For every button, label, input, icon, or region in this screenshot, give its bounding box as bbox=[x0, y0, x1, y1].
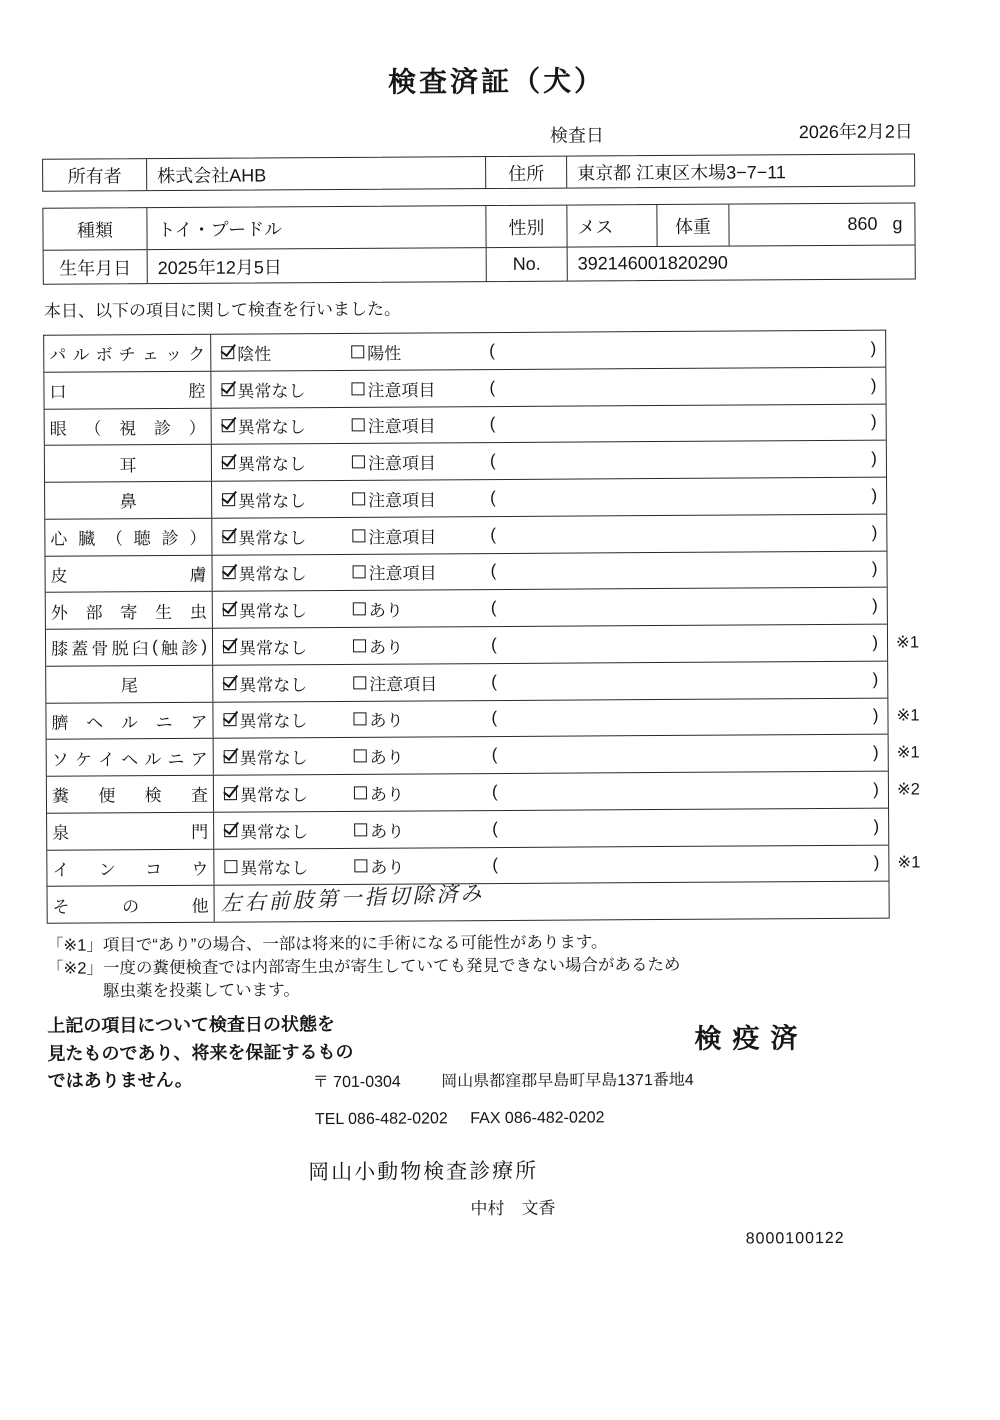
paren-open: ( bbox=[490, 524, 497, 544]
no-value: 392146001820290 bbox=[567, 245, 915, 280]
owner-row bbox=[43, 154, 914, 190]
clinic-address: 岡山県都窪郡早島町早島1371番地4 bbox=[441, 1071, 694, 1091]
paren-close: ) bbox=[871, 485, 878, 505]
item-label: 泉 門 bbox=[47, 812, 214, 849]
item-label: 口 腔 bbox=[44, 372, 211, 409]
paren-close: ) bbox=[872, 669, 879, 689]
serial-number: 8000100122 bbox=[745, 1229, 845, 1248]
option1 bbox=[223, 634, 307, 660]
option1-label: 陰性 bbox=[237, 344, 272, 364]
item-options bbox=[212, 551, 886, 591]
clinic-phone-line bbox=[315, 1109, 605, 1129]
address-label: 住所 bbox=[485, 157, 566, 188]
inspection-row bbox=[46, 625, 920, 667]
option2-label: あり bbox=[370, 858, 405, 878]
option1 bbox=[222, 450, 306, 476]
checkbox-icon bbox=[353, 566, 366, 579]
item-label: 皮 膚 bbox=[45, 555, 212, 592]
checkbox-icon bbox=[353, 713, 366, 726]
checkbox-icon bbox=[224, 787, 237, 800]
item-options bbox=[212, 478, 886, 518]
item-options bbox=[213, 588, 887, 628]
item-mark: ※1 bbox=[896, 743, 920, 762]
option2 bbox=[353, 706, 403, 731]
option1-label: 異常なし bbox=[238, 491, 307, 511]
option2-label: あり bbox=[368, 601, 403, 621]
quarantine-stamp: 検疫済 bbox=[694, 1023, 809, 1054]
option1-label: 異常なし bbox=[238, 601, 307, 622]
item-label: そ の 他 bbox=[48, 886, 215, 923]
owner-value: 株式会社AHB bbox=[146, 157, 485, 190]
item-label: 眼 （ 視 診 ） bbox=[45, 408, 212, 445]
inspection-row bbox=[44, 367, 885, 409]
weight-value-cell bbox=[728, 203, 914, 245]
option2-label: あり bbox=[369, 711, 404, 731]
item-options bbox=[213, 698, 887, 738]
option2 bbox=[352, 412, 436, 438]
option1-label: 異常なし bbox=[239, 785, 309, 805]
paren-open: ( bbox=[492, 855, 499, 875]
item-mark: ※1 bbox=[895, 633, 920, 652]
option2-label: 注意項目 bbox=[367, 417, 436, 437]
checkbox-icon bbox=[353, 602, 366, 615]
option2 bbox=[353, 559, 437, 585]
option1 bbox=[223, 560, 307, 586]
option1 bbox=[224, 817, 308, 843]
checkbox-icon bbox=[223, 603, 236, 616]
item-label: 心 臓 （ 聴 診 ） bbox=[45, 519, 212, 556]
paren-close: ) bbox=[870, 338, 877, 358]
address-value: 東京都 江東区木場3−7−11 bbox=[566, 154, 914, 187]
item-label: 膝 蓋 骨 脱 臼 ( 触 診 ) bbox=[46, 629, 213, 666]
checkbox-icon bbox=[224, 860, 237, 873]
item-label: 糞 便 検 査 bbox=[47, 776, 214, 813]
birthdate-label: 生年月日 bbox=[59, 257, 132, 279]
clinic-address-line bbox=[313, 1067, 694, 1092]
checkbox-icon bbox=[224, 750, 237, 763]
option2 bbox=[352, 449, 436, 475]
inspection-date-label: 検査日 bbox=[549, 125, 604, 146]
checkbox-icon bbox=[352, 455, 365, 468]
disclaimer-line-3: ではありません。 bbox=[47, 1069, 193, 1091]
intro-text: 本日、以下の項目に関して検査を行いました。 bbox=[43, 299, 402, 321]
option2 bbox=[353, 670, 437, 696]
option1-label: 異常なし bbox=[240, 859, 309, 879]
checkbox-icon bbox=[221, 383, 234, 396]
option1-label: 異常なし bbox=[240, 822, 309, 842]
paren-close: ) bbox=[872, 706, 879, 726]
checkbox-icon bbox=[222, 530, 235, 543]
clinic-fax: FAX 086-482-0202 bbox=[470, 1109, 605, 1128]
checkbox-icon bbox=[353, 639, 366, 652]
option2 bbox=[354, 780, 404, 805]
item-label: ソ ケ イ ヘ ル ニ ア bbox=[47, 739, 214, 776]
item-options bbox=[212, 404, 886, 444]
owner-table bbox=[42, 153, 915, 191]
option2 bbox=[351, 376, 435, 402]
option1-label: 異常なし bbox=[237, 454, 306, 475]
item-options bbox=[214, 735, 888, 775]
item-options bbox=[211, 331, 885, 371]
option1-label: 異常なし bbox=[239, 675, 308, 695]
item-options bbox=[214, 772, 888, 812]
clinic-name: 岡山小動物検査診療所 bbox=[308, 1159, 539, 1185]
inspection-row bbox=[48, 882, 889, 924]
option1 bbox=[223, 597, 307, 623]
veterinarian-name: 中村 文香 bbox=[470, 1198, 556, 1219]
paren-close: ) bbox=[873, 853, 880, 873]
inspection-row bbox=[47, 808, 888, 850]
item-label: パ ル ボ チ ェ ッ ク bbox=[44, 335, 211, 372]
option1 bbox=[223, 670, 307, 696]
option2 bbox=[354, 743, 404, 768]
option1 bbox=[222, 413, 306, 439]
option1 bbox=[222, 487, 306, 513]
option2 bbox=[354, 853, 404, 878]
item-options bbox=[214, 845, 888, 885]
paren-open: ( bbox=[491, 745, 498, 765]
inspection-row bbox=[45, 514, 886, 556]
paren-close: ) bbox=[872, 742, 879, 762]
option2-label: 注意項目 bbox=[369, 674, 438, 694]
paren-open: ( bbox=[491, 671, 497, 691]
inspection-date-value: 2026年2月2日 bbox=[798, 121, 913, 143]
note-1: 「※1」項目で“あり”の場合、一部は将来的に手術になる可能性があります。 bbox=[46, 933, 608, 955]
option2 bbox=[354, 817, 404, 842]
checkbox-icon bbox=[223, 640, 236, 653]
option2 bbox=[351, 339, 401, 364]
option2 bbox=[353, 596, 403, 621]
checkbox-icon bbox=[222, 493, 235, 506]
inspection-row bbox=[47, 735, 920, 777]
option1 bbox=[221, 376, 305, 402]
breed-label: 種類 bbox=[76, 219, 114, 241]
paren-open: ( bbox=[489, 414, 496, 434]
option1 bbox=[224, 781, 308, 807]
option2-label: 注意項目 bbox=[368, 490, 437, 511]
paren-open: ( bbox=[491, 708, 498, 728]
pet-table bbox=[42, 202, 915, 284]
option2 bbox=[352, 523, 436, 549]
paren-close: ) bbox=[870, 375, 877, 395]
checkbox-icon bbox=[353, 676, 366, 689]
checkbox-icon bbox=[352, 529, 365, 542]
inspection-date-row bbox=[42, 119, 915, 148]
paren-open: ( bbox=[489, 451, 496, 471]
birthdate-value: 2025年12月5日 bbox=[147, 248, 486, 283]
option1 bbox=[221, 340, 271, 365]
option1 bbox=[224, 744, 308, 770]
option1-label: 異常なし bbox=[238, 565, 307, 585]
paren-open: ( bbox=[490, 634, 497, 654]
postal-code: 〒 701-0304 bbox=[312, 1073, 401, 1092]
inspection-row bbox=[46, 698, 920, 740]
option2 bbox=[353, 633, 403, 658]
item-options bbox=[213, 625, 887, 665]
paren-close: ) bbox=[872, 632, 879, 652]
item-label: 臍 ヘ ル ニ ア bbox=[46, 702, 213, 739]
breed-value: トイ・プードル bbox=[146, 206, 485, 249]
checkbox-icon bbox=[351, 382, 364, 395]
disclaimer-line-2: 見たものであり、将来を保証するもの bbox=[47, 1041, 354, 1064]
pet-row-1 bbox=[43, 203, 914, 249]
option1-label: 異常なし bbox=[239, 712, 308, 732]
paren-open: ( bbox=[489, 340, 495, 360]
paren-close: ) bbox=[873, 816, 880, 836]
checkbox-icon bbox=[222, 419, 235, 432]
option2-label: 陽性 bbox=[367, 343, 402, 364]
option1-label: 異常なし bbox=[237, 381, 306, 401]
weight-unit: g bbox=[892, 213, 903, 234]
note-2-line-1: 「※2」一度の糞便検査では内部寄生虫が寄生していても発見できない場合があるため bbox=[46, 955, 681, 978]
sex-value: メス bbox=[566, 205, 656, 247]
item-label: イ ン コ ウ bbox=[47, 849, 214, 886]
pet-row-2 bbox=[44, 244, 915, 283]
checkbox-icon bbox=[352, 492, 365, 505]
option1 bbox=[223, 707, 307, 733]
inspection-row bbox=[44, 331, 885, 373]
no-label: No. bbox=[486, 248, 567, 281]
paren-open: ( bbox=[490, 561, 497, 581]
item-label: 鼻 bbox=[45, 482, 212, 519]
inspection-row bbox=[46, 588, 887, 630]
paren-close: ) bbox=[870, 412, 877, 432]
item-mark: ※1 bbox=[896, 706, 920, 725]
paren-close: ) bbox=[872, 595, 878, 615]
item-options bbox=[215, 882, 889, 922]
clinic-tel: TEL 086-482-0202 bbox=[314, 1110, 448, 1129]
item-label: 耳 bbox=[45, 445, 212, 482]
option1 bbox=[224, 854, 308, 880]
paren-open: ( bbox=[490, 487, 496, 507]
option2-label: 注意項目 bbox=[367, 454, 436, 474]
paren-open: ( bbox=[490, 598, 497, 618]
inspection-row bbox=[45, 404, 886, 446]
option2-label: あり bbox=[370, 821, 405, 841]
note-2-line-2: 駆虫薬を投薬しています。 bbox=[103, 981, 300, 1001]
option2-label: あり bbox=[369, 784, 405, 805]
checkbox-icon bbox=[352, 419, 365, 432]
page-title: 検査済証（犬） bbox=[387, 65, 606, 98]
inspection-row bbox=[45, 478, 886, 520]
inspection-table bbox=[43, 330, 921, 924]
inspection-row bbox=[46, 661, 887, 703]
item-options bbox=[212, 441, 886, 481]
inspection-row bbox=[45, 551, 886, 593]
option1-label: 異常なし bbox=[238, 528, 307, 548]
option2 bbox=[352, 486, 436, 512]
sex-label: 性別 bbox=[485, 206, 566, 247]
option2-label: 注意項目 bbox=[368, 564, 437, 584]
checkbox-icon bbox=[224, 824, 237, 837]
owner-label: 所有者 bbox=[67, 165, 122, 187]
weight-label: 体重 bbox=[656, 205, 728, 246]
item-options bbox=[214, 808, 888, 848]
paren-close: ) bbox=[871, 522, 878, 542]
disclaimer-line-1: 上記の項目について検査日の状態を bbox=[47, 1014, 336, 1036]
paren-close: ) bbox=[871, 559, 878, 579]
inspection-row bbox=[45, 441, 886, 483]
item-options bbox=[211, 367, 885, 407]
checkbox-icon bbox=[222, 456, 235, 469]
option1-label: 異常なし bbox=[238, 638, 308, 658]
option2-label: あり bbox=[369, 748, 404, 768]
checkbox-icon bbox=[354, 860, 367, 873]
item-options bbox=[213, 661, 887, 701]
checkbox-icon bbox=[354, 749, 367, 762]
checkbox-icon bbox=[223, 713, 236, 726]
option2-label: あり bbox=[368, 637, 404, 658]
item-mark: ※2 bbox=[896, 780, 920, 799]
item-mark: ※1 bbox=[897, 853, 921, 872]
paren-close: ) bbox=[871, 448, 877, 468]
checkbox-icon bbox=[221, 346, 234, 359]
weight-value: 860 bbox=[847, 213, 878, 234]
checkbox-icon bbox=[223, 566, 236, 579]
item-label: 外 部 寄 生 虫 bbox=[46, 592, 213, 629]
paren-open: ( bbox=[491, 781, 498, 801]
inspection-row bbox=[47, 772, 920, 814]
item-options bbox=[212, 514, 886, 554]
item-label: 尾 bbox=[46, 666, 213, 703]
paren-open: ( bbox=[489, 377, 496, 397]
checkbox-icon bbox=[354, 823, 367, 836]
option2-label: 注意項目 bbox=[367, 380, 436, 400]
checkbox-icon bbox=[351, 345, 364, 358]
option1 bbox=[222, 523, 306, 549]
option1-label: 異常なし bbox=[237, 418, 306, 438]
paren-open: ( bbox=[492, 818, 498, 838]
checkbox-icon bbox=[354, 786, 367, 799]
option2-label: 注意項目 bbox=[368, 527, 437, 547]
handwritten-note: 左右前肢第一指切除済み bbox=[220, 881, 485, 916]
checkbox-icon bbox=[223, 677, 236, 690]
option1-label: 異常なし bbox=[239, 748, 308, 769]
paren-close: ) bbox=[873, 779, 879, 799]
